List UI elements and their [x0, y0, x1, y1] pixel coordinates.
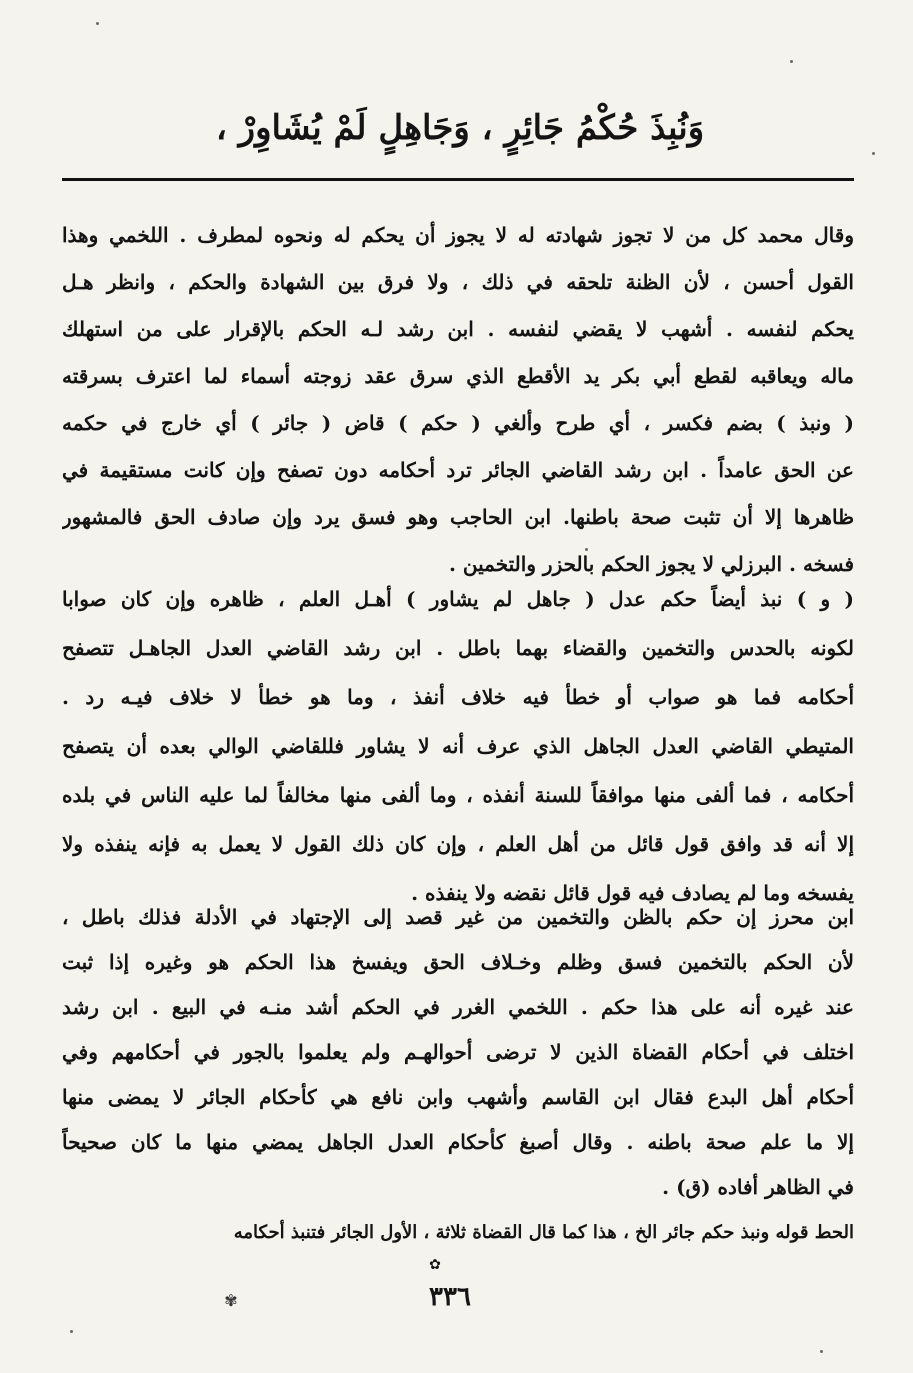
scan-speck: [820, 1350, 823, 1353]
text-line: لكونه بالحدس والتخمين والقضاء بهما باطل . ابن رشد القاضي العدل الجاهـل تتصفح: [62, 636, 854, 660]
text-line: ماله ويعاقبه لقطع أبي بكر يد الأقطع الذي سرق عقد زوجته أسماء لما اعترف بسرقته: [62, 364, 854, 388]
text-line: عن الحق عامداً . ابن رشد القاضي الجائر ترد أحكامه دون تصفح وإن كانت مستقيمة في: [62, 458, 854, 482]
text-line: ظاهرها إلا أن تثبت صحة باطنها. ابن الحاجب وهو فسق يرد وإن صادف الحق فالمشهور: [62, 505, 854, 529]
text-line: ابن محرز إن حكم بالظن والتخمين من غير قصد إلى الإجتهاد في الأدلة فذلك باطل ،: [62, 905, 854, 929]
scan-speck: [872, 152, 875, 155]
paragraph-2: [62, 575, 854, 918]
text-line: أحكام أهل البدع فقال ابن القاسم وأشهب وابن نافع هي كأحكام الجائر لا يمضى منها: [62, 1085, 854, 1109]
text-line: ( و ) نبذ أيضاً حكم عدل ( جاهل لم يشاور ) أهـل العلم ، ظاهره وإن كان صوابا: [62, 587, 854, 611]
text-line: المتيطي القاضي العدل الجاهل الذي عرف أنه لا يشاور فللقاضي الوالي بعده أن يتصفح: [62, 734, 854, 758]
scan-speck: [790, 60, 793, 63]
text-line: يحكم لنفسه . أشهب لا يقضي لنفسه . ابن رشد لـه الحكم بالإقرار على من استهلك: [62, 317, 854, 341]
page-number: ٣٣٦: [429, 1282, 471, 1312]
paragraph-3: [62, 895, 854, 1210]
text-line: في الظاهر أفاده (ق) .: [662, 1175, 854, 1199]
header-divider: [62, 178, 854, 181]
text-line: اختلف في أحكام القضاة الذين لا ترضى أحوالهـم ولم يعلموا بالجور في أحكامهم وفي: [62, 1040, 854, 1064]
flower-ornament-icon: ✾: [224, 1291, 238, 1310]
scan-speck: [96, 22, 99, 25]
flower-ornament-icon: ✿: [429, 1257, 441, 1273]
text-line: أحكامه فما هو صواب أو خطأ فيه خلاف أنفذ ، وما هو خطأ لا خلاف فيـه رد .: [62, 685, 854, 709]
text-line: أحكامه ، فما ألفى منها موافقاً للسنة أنفذه ، وما ألفى منها مخالفاً لما عليه الناس في بلده: [62, 783, 854, 807]
text-line: عند غيره أنه على هذا حكم . اللخمي الغرر في الحكم أشد منـه في البيع . ابن رشد: [62, 995, 854, 1019]
text-line: إلا أنه قد وافق قول قائل من أهل العلم ، وإن كان ذلك القول لا يعمل به فإنه ينفذه ولا: [62, 832, 854, 856]
page-header-title: وَنُبِذَ حُكْمُ جَائِرٍ ، وَجَاهِلٍ لَمْ يُشَاوِرْ ،: [215, 108, 705, 148]
text-line: لأن الحكم بالتخمين فسق وظلم وخـلاف الحق ويفسخ هذا الحكم هو وغيره إذا ثبت: [62, 950, 854, 974]
text-line: وقال محمد كل من لا تجوز شهادته له لا يجوز أن يحكم له ونحوه لمطرف . اللخمي وهذا: [62, 223, 854, 247]
text-line: فسخه . البرزلي لا يجوز الحكم بالحزر والتخمين .: [448, 552, 854, 576]
paragraph-1: [62, 212, 854, 588]
text-line: إلا ما علم صحة باطنه . وقال أصبغ كأحكام العدل الجاهل يمضي منها ما كان صحيحاً: [62, 1130, 854, 1154]
footnote: الحط قوله ونبذ حكم جائر الخ ، هذا كما قال القضاة ثلاثة ، الأول الجائر فتنبذ أحكامه: [233, 1222, 854, 1243]
text-line: ( ونبذ ) بضم فكسر ، أي طرح وألغي ( حكم ) قاض ( جائر ) أي خارج في حكمه: [62, 411, 854, 435]
text-line: القول أحسن ، لأن الظنة تلحقه في ذلك ، ولا فرق بين الشهادة والحكم ، وانظر هـل: [62, 270, 854, 294]
text-line: يفسخه وما لم يصادف فيه قول قائل نقضه ولا ينفذه .: [411, 881, 854, 905]
scan-speck: [585, 548, 588, 551]
scan-speck: [70, 1330, 73, 1333]
